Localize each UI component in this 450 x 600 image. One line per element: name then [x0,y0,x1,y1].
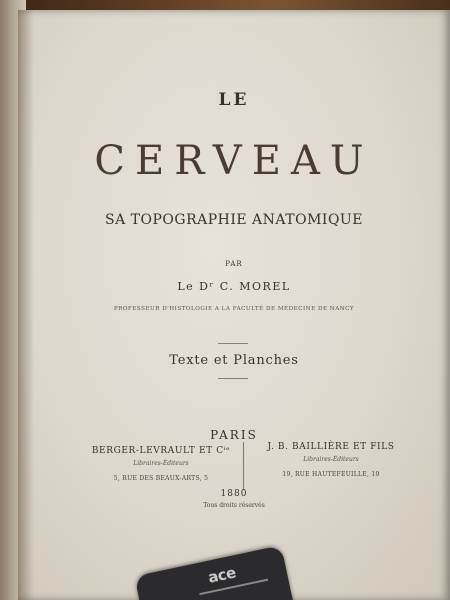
device-logo: ace [206,563,238,587]
publisher-right-name: J. B. BAILLIÈRE ET FILS [267,442,395,452]
rights-notice: Tous droits réservés [203,502,265,509]
publisher-left-name: BERGER-LEVRAULT ET Cⁱᵉ [91,446,231,456]
author-affiliation: PROFESSEUR D'HISTOLOGIE A LA FACULTÉ DE MÉDECINE DE NANCY [113,306,355,312]
publisher-left-address: 5, RUE DES BEAUX-ARTS, 5 [113,475,209,482]
title-page [18,10,450,600]
contents-note: Texte et Planches [169,353,299,368]
divider-rule [218,378,248,379]
by-label: PAR [225,260,243,268]
author-name: Le Dʳ C. MOREL [177,280,291,293]
book-title: CERVEAU [94,138,374,184]
publication-city: PARIS [210,428,258,442]
divider-rule [218,343,248,344]
publisher-right-address: 19, RUE HAUTEFEUILLE, 19 [282,471,380,478]
book-subtitle: SA TOPOGRAPHIE ANATOMIQUE [105,212,363,228]
publisher-divider [243,442,244,490]
publication-year: 1880 [220,489,248,499]
publisher-left-role: Libraires-Éditeurs [133,460,189,467]
publisher-right-role: Libraires-Éditeurs [303,456,359,463]
title-article: LE [218,90,250,110]
